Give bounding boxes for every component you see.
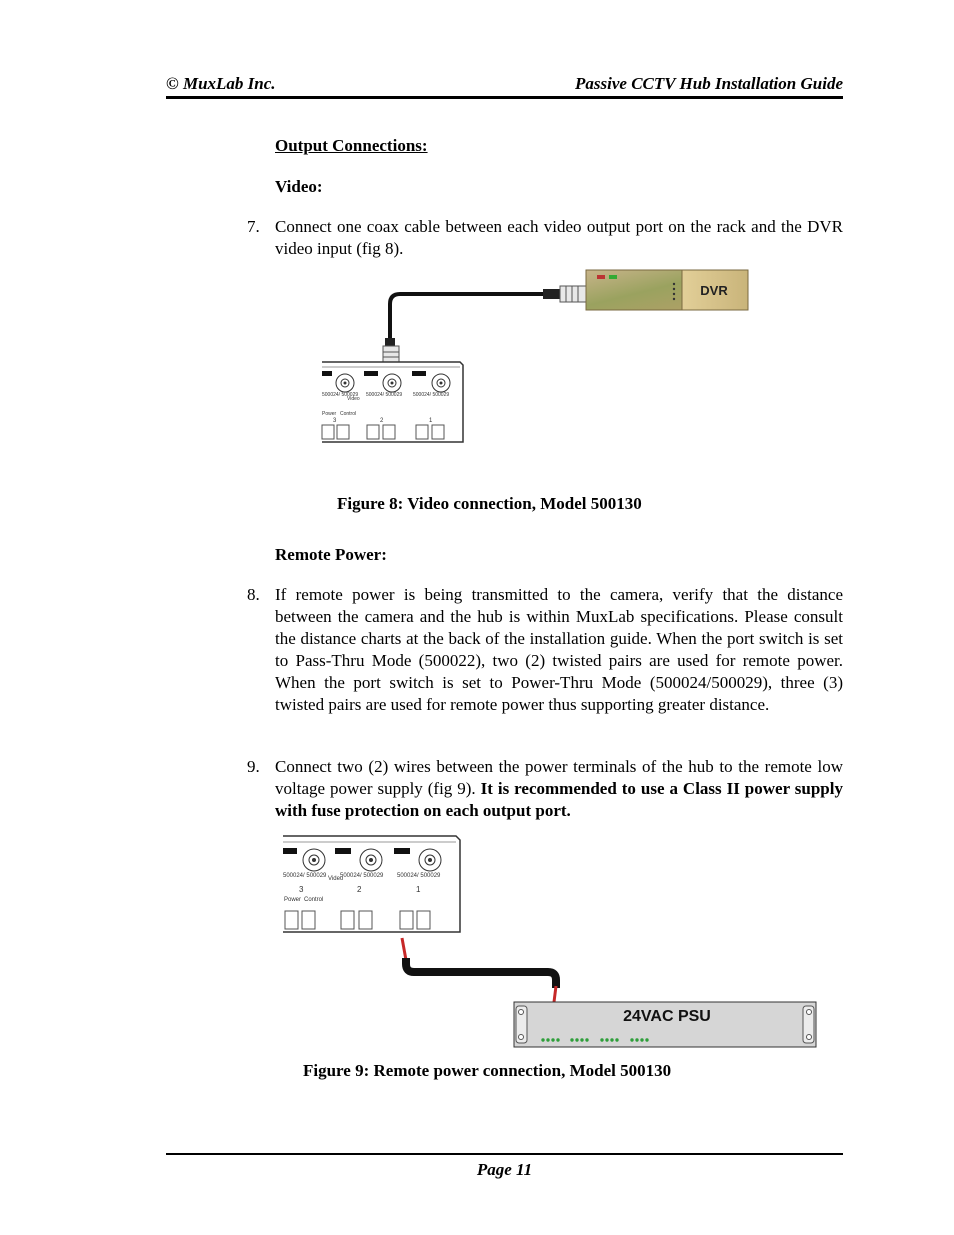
video-label: Video bbox=[328, 876, 344, 882]
footer-rule bbox=[166, 1153, 843, 1155]
port-mode-label: 500024/ 500029 bbox=[366, 392, 403, 398]
section-remote-power: Remote Power: bbox=[275, 545, 387, 564]
item-text-bold: It is recommended to use a Class II power supply with fuse protection on each output port. bbox=[275, 779, 843, 820]
port-mode-label: 500024/ 500029 bbox=[283, 873, 327, 879]
figure-9-caption: Figure 9: Remote power connection, Model 500130 bbox=[303, 1061, 672, 1080]
item-number: 7. bbox=[247, 217, 260, 236]
port-number-1: 1 bbox=[416, 885, 421, 894]
figure-8-caption: Figure 8: Video connection, Model 500130 bbox=[337, 494, 642, 513]
control-label: Control bbox=[304, 897, 324, 903]
power-cable-red-right bbox=[554, 986, 556, 1002]
control-label: Control bbox=[340, 411, 357, 417]
hub-panel-fig9 bbox=[283, 836, 460, 932]
port-number-3: 3 bbox=[299, 885, 304, 894]
bnc-connector-dvr bbox=[543, 289, 561, 299]
page-number: Page 11 bbox=[476, 1160, 533, 1179]
item-number: 8. bbox=[247, 585, 260, 604]
port-number-3: 3 bbox=[333, 418, 337, 424]
port-mode-label: 500024/ 500029 bbox=[397, 873, 441, 879]
section-output-connections: Output Connections: bbox=[275, 136, 428, 155]
item-number: 9. bbox=[247, 757, 260, 776]
power-label: Power bbox=[322, 411, 337, 417]
dvr-device bbox=[586, 270, 748, 310]
power-cable bbox=[406, 958, 556, 988]
hub-panel-fig8 bbox=[322, 362, 463, 442]
coax-cable bbox=[390, 294, 545, 340]
list-item-8 bbox=[247, 584, 843, 738]
item-text: Connect one coax cable between each video output port on the rack and the DVR video input (fig 8). bbox=[275, 217, 843, 258]
dvr-label: DVR bbox=[700, 283, 728, 298]
item-text bbox=[275, 756, 843, 822]
item-text-normal: Connect two (2) wires between the power terminals of the hub to the remote low voltage power supply (fig 9). bbox=[275, 757, 843, 798]
psu-device bbox=[514, 1002, 816, 1047]
header-company: © MuxLab Inc. bbox=[166, 74, 276, 93]
video-label: Video bbox=[347, 396, 360, 402]
port-number-1: 1 bbox=[429, 418, 433, 424]
port-number-2: 2 bbox=[380, 418, 384, 424]
list-item-9 bbox=[247, 756, 843, 822]
figure-9-remote-power-connection bbox=[280, 834, 820, 1050]
header-rule bbox=[166, 96, 843, 99]
port-mode-label: 500024/ 500029 bbox=[322, 392, 359, 398]
port-mode-label: 500024/ 500029 bbox=[413, 392, 450, 398]
section-video: Video: bbox=[275, 177, 323, 196]
item-text: If remote power is being transmitted to the camera, verify that the distance between the camera and the hub is within MuxLab specifications. Please consult the distance charts at the back of the installation guide. When the port switch is set to Pass-Thru Mode (500022), two (2) twisted pairs are used for remote power. When the port switch is set to Power-Thru Mode (500024/500029), three (3) twisted pairs are used for remote power thus supporting greater distance. bbox=[275, 585, 843, 714]
list-item-7 bbox=[247, 216, 843, 260]
psu-label: 24VAC PSU bbox=[623, 1008, 711, 1025]
power-cable-red-left bbox=[402, 938, 406, 960]
figure-8-video-connection bbox=[300, 262, 760, 452]
port-mode-label: 500024/ 500029 bbox=[340, 873, 384, 879]
power-label: Power bbox=[284, 897, 302, 903]
header-doc-title: Passive CCTV Hub Installation Guide bbox=[575, 74, 843, 93]
port-number-2: 2 bbox=[357, 885, 362, 894]
